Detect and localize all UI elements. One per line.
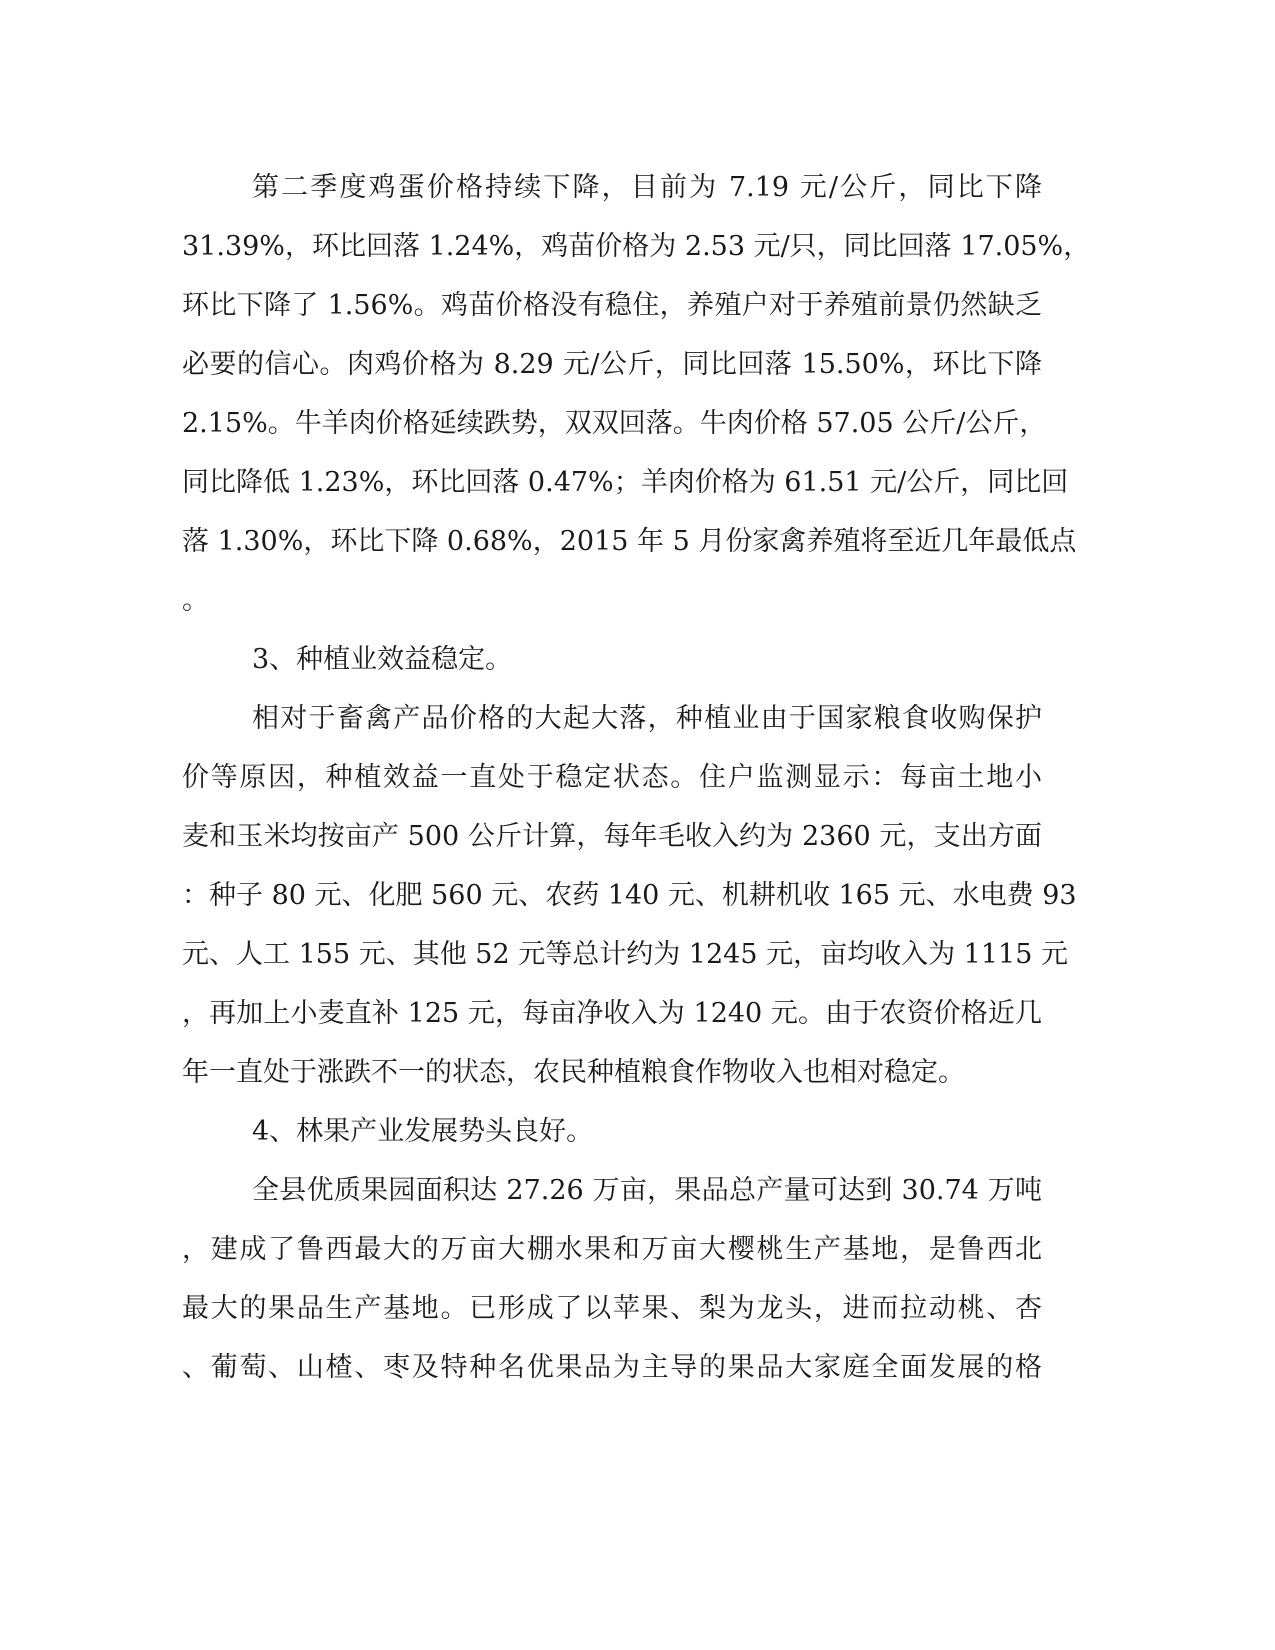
text-line: 第二季度鸡蛋价格持续下降，目前为 7.19 元/公斤，同比下降 <box>252 172 1042 203</box>
text-line: ，建成了鲁西最大的万亩大棚水果和万亩大樱桃生产基地，是鲁西北 <box>182 1234 1042 1265</box>
document-body <box>182 158 1091 1397</box>
text-line: 年一直处于涨跌不一的状态，农民种植粮食作物收入也相对稳定。 <box>182 1057 965 1088</box>
text-line: 价等原因，种植效益一直处于稳定状态。住户监测显示：每亩土地小 <box>182 762 1042 793</box>
text-line: 全县优质果园面积达 27.26 万亩，果品总产量可达到 30.74 万吨 <box>252 1175 1042 1206</box>
text-line: 4、林果产业发展势头良好。 <box>252 1116 594 1147</box>
text-line: 元、人工 155 元、其他 52 元等总计约为 1245 元，亩均收入为 1115 元 <box>182 939 1068 970</box>
text-line: 31.39%，环比回落 1.24%，鸡苗价格为 2.53 元/只，同比回落 17.05%， <box>182 231 1091 262</box>
text-line: 必要的信心。肉鸡价格为 8.29 元/公斤，同比回落 15.50%，环比下降 <box>182 349 1042 380</box>
text-line: ，再加上小麦直补 125 元，每亩净收入为 1240 元。由于农资价格近几 <box>182 998 1042 1029</box>
text-line: 、葡萄、山楂、枣及特种名优果品为主导的果品大家庭全面发展的格 <box>182 1352 1042 1383</box>
text-line: 相对于畜禽产品价格的大起大落，种植业由于国家粮食收购保护 <box>252 703 1042 734</box>
text-line: 。 <box>182 585 209 616</box>
text-line: 落 1.30%，环比下降 0.68%，2015 年 5 月份家禽养殖将至近几年最低点 <box>182 526 1077 557</box>
text-line: 环比下降了 1.56%。鸡苗价格没有稳住，养殖户对于养殖前景仍然缺乏 <box>182 290 1042 321</box>
text-line: 2.15%。牛羊肉价格延续跌势，双双回落。牛肉价格 57.05 公斤/公斤， <box>182 408 1047 439</box>
text-line: 同比降低 1.23%，环比回落 0.47%；羊肉价格为 61.51 元/公斤，同比回 <box>182 467 1069 498</box>
text-line: ：种子 80 元、化肥 560 元、农药 140 元、机耕机收 165 元、水电费 93 <box>182 880 1077 911</box>
text-line: 最大的果品生产基地。已形成了以苹果、梨为龙头，进而拉动桃、杏 <box>182 1293 1042 1324</box>
text-line: 3、种植业效益稳定。 <box>252 644 513 675</box>
text-line: 麦和玉米均按亩产 500 公斤计算，每年毛收入约为 2360 元，支出方面 <box>182 821 1042 852</box>
